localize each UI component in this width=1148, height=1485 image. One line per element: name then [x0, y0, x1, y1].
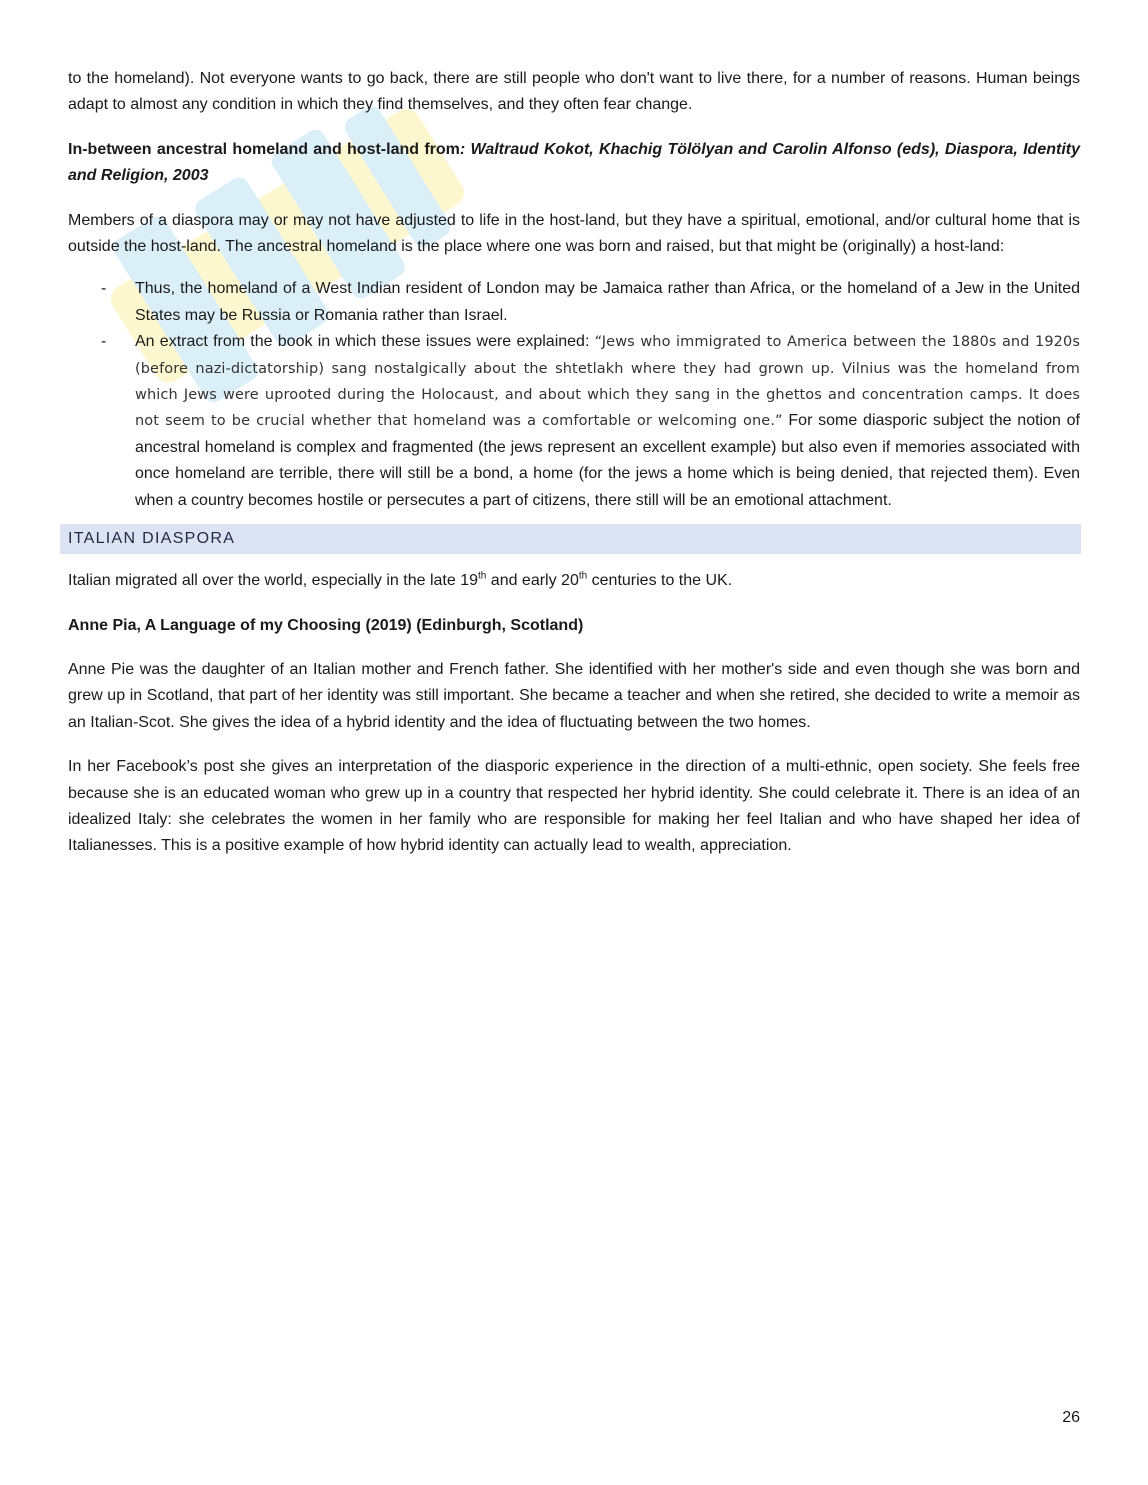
facebook-post-paragraph: In her Facebook’s post she gives an interpretation of the diasporic experience in the direction of a multi-ethnic, open society. She feels free because she is an educated woman who grew up in a country that respected her hybrid identity. She could celebrate it. There is an idea of an idealized Italy: she celebrates the women in her family who are responsible for making her feel Italian and who have shaped her idea of Italianesses. This is a positive example of how hybrid identity can actually lead to wealth, appreciation.	[68, 758, 1080, 855]
list-item-tail: For some diasporic subject the notion of ancestral homeland is complex and fragmented (the jews represent an excellent example) but also even if memories associated with once homeland are terrible, there will still be a bond, a home (for the jews a home which is being denied, that rejected them). Even when a country becomes hostile or persecutes a part of citizens, there still will be an emotional attachment.	[135, 412, 1080, 509]
list-item-text: Thus, the homeland of a West Indian resident of London may be Jamaica rather than Africa, or the homeland of a Jew in the United States may be Russia or Romania rather than Israel.	[135, 280, 1080, 324]
heading-bold-part: In-between ancestral homeland and host-land from	[68, 140, 460, 158]
book-quote: “Jews who immigrated to America between the 1880s and 1920s (before nazi-dictatorship) sang nostalgically about the shtetlakh where they had grown up. Vilnius was the homeland from which Jews were uprooted during the Holocaust, and about which they sang in the ghettos and concentration camps. It does not seem to be crucial whether that homeland was a comfortable or welcoming one.”	[135, 334, 1080, 430]
dash-bullet: -	[101, 333, 107, 351]
ordinal-suffix: th	[478, 570, 487, 582]
section-title-italian-diaspora: ITALIAN DIASPORA	[60, 524, 1081, 554]
bullet-list	[68, 276, 1080, 514]
ordinal-suffix: th	[578, 570, 588, 582]
homeland-paragraph: Members of a diaspora may or may not have adjusted to life in the host-land, but they have a spiritual, emotional, and/or cultural home that is outside the host-land. The ancestral homeland is the place where one was born and raised, but that might be (originally) a host-land:	[68, 211, 1080, 256]
migration-text-3: centuries to the UK.	[587, 572, 733, 590]
list-item	[68, 276, 1080, 329]
migration-text-2: and early 20	[486, 572, 579, 590]
migration-text-1: Italian migrated all over the world, especially in the late 19	[68, 572, 478, 590]
page-content	[68, 66, 1080, 878]
page-number: 26	[1062, 1409, 1080, 1426]
intro-paragraph: to the homeland). Not everyone wants to go back, there are still people who don't want to live there, for a number of reasons. Human beings adapt to almost any condition in which they find themselves, and they often fear change.	[68, 70, 1080, 114]
list-item-lead: An extract from the book in which these issues were explained:	[135, 333, 595, 351]
subheading-anne-pia: Anne Pia, A Language of my Choosing (2019) (Edinburgh, Scotland)	[68, 616, 584, 634]
dash-bullet: -	[101, 280, 107, 298]
italian-migration-paragraph	[68, 568, 1080, 594]
anne-pia-paragraph: Anne Pie was the daughter of an Italian mother and French father. She identified with her mother's side and even though she was born and grew up in Scotland, that part of her identity was still important. She became a teacher and when she retired, she decided to write a memoir as an Italian-Scot. She gives the idea of a hybrid identity and the idea of fluctuating between the two homes.	[68, 660, 1080, 731]
list-item	[68, 329, 1080, 514]
heading-citation: : Waltraud Kokot, Khachig Tölölyan and Carolin Alfonso (eds), Diaspora, Identity and Religion, 2003	[68, 140, 1080, 185]
section-heading-homeland	[68, 137, 1080, 190]
